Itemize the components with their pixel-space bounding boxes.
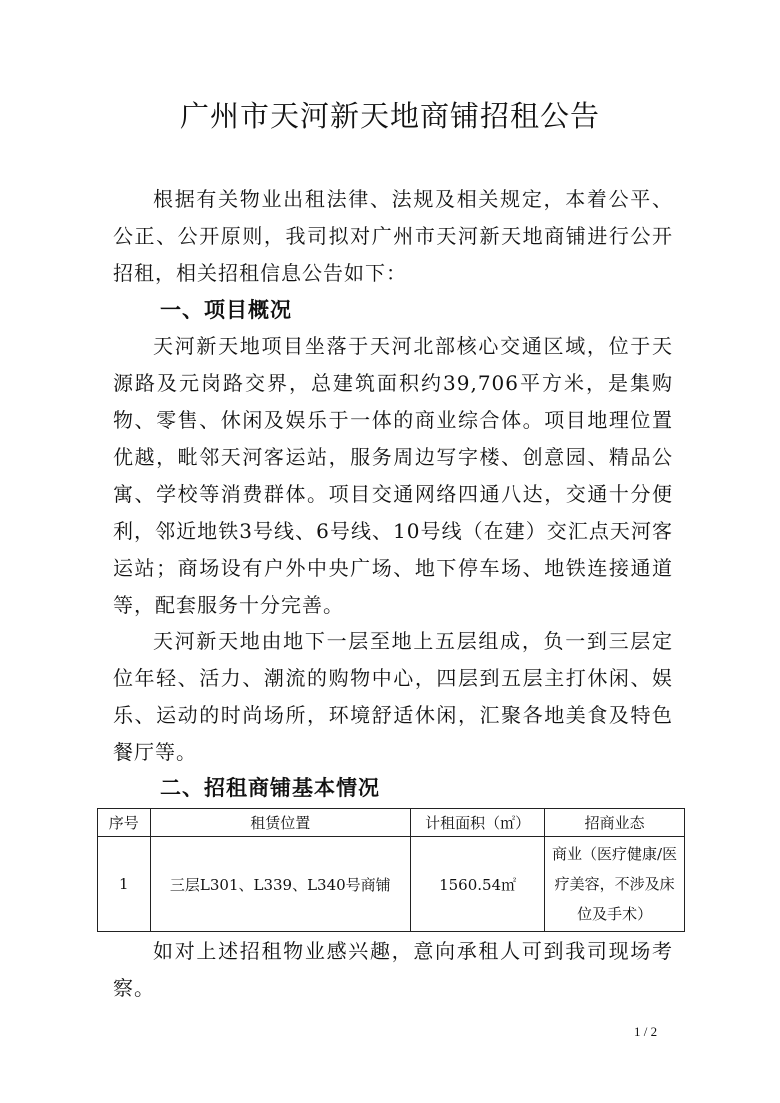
document-title: 广州市天河新天地商铺招租公告 [179,99,600,133]
overview-paragraph-2: 天河新天地由地下一层至地上五层组成，负一到三层定位年轻、活力、潮流的购物中心，四层到五层主打休闲、娱乐、运动的时尚场所，环境舒适休闲，汇聚各地美食及特色餐厅等。 [113,629,673,764]
section-heading-shops: 二、招租商铺基本情况 [160,776,380,800]
table-header-row [98,809,685,837]
overview-paragraph-1: 天河新天地项目坐落于天河北部核心交通区域，位于天源路及元岗路交界，总建筑面积约39,706平方米，是集购物、零售、休闲及娱乐于一体的商业综合体。项目地理位置优越，毗邻天河客运站，服务周边写字楼、创意园、精品公寓、学校等消费群体。项目交通网络四通八达，交通十分便利，邻近地铁3号线、6号线、10号线（在建）交汇点天河客运站；商场设有户外中央广场、地下停车场、地铁连接通道等，配套服务十分完善。 [113,334,673,617]
intro-paragraph: 根据有关物业出租法律、法规及相关规定，本着公平、公正、公开原则，我司拟对广州市天河新天地商铺进行公开招租，相关招租信息公告如下： [113,187,673,285]
column-header: 招商业态 [545,809,685,837]
column-header: 序号 [98,809,151,837]
page-number: 1 / 2 [634,1024,658,1039]
column-header: 租赁位置 [150,809,410,837]
table-cell-location: 三层L301、L339、L340号商铺 [150,837,410,932]
rental-table [97,808,685,932]
table-cell-area: 1560.54㎡ [411,837,545,932]
table-cell-index: 1 [98,837,151,932]
section-heading-overview: 一、项目概况 [160,298,292,322]
column-header: 计租面积（㎡） [411,809,545,837]
table-row [98,837,685,932]
closing-paragraph: 如对上述招租物业感兴趣，意向承租人可到我司现场考察。 [113,939,673,1000]
table-cell-usage: 商业（医疗健康/医疗美容，不涉及床位及手术） [545,837,685,932]
